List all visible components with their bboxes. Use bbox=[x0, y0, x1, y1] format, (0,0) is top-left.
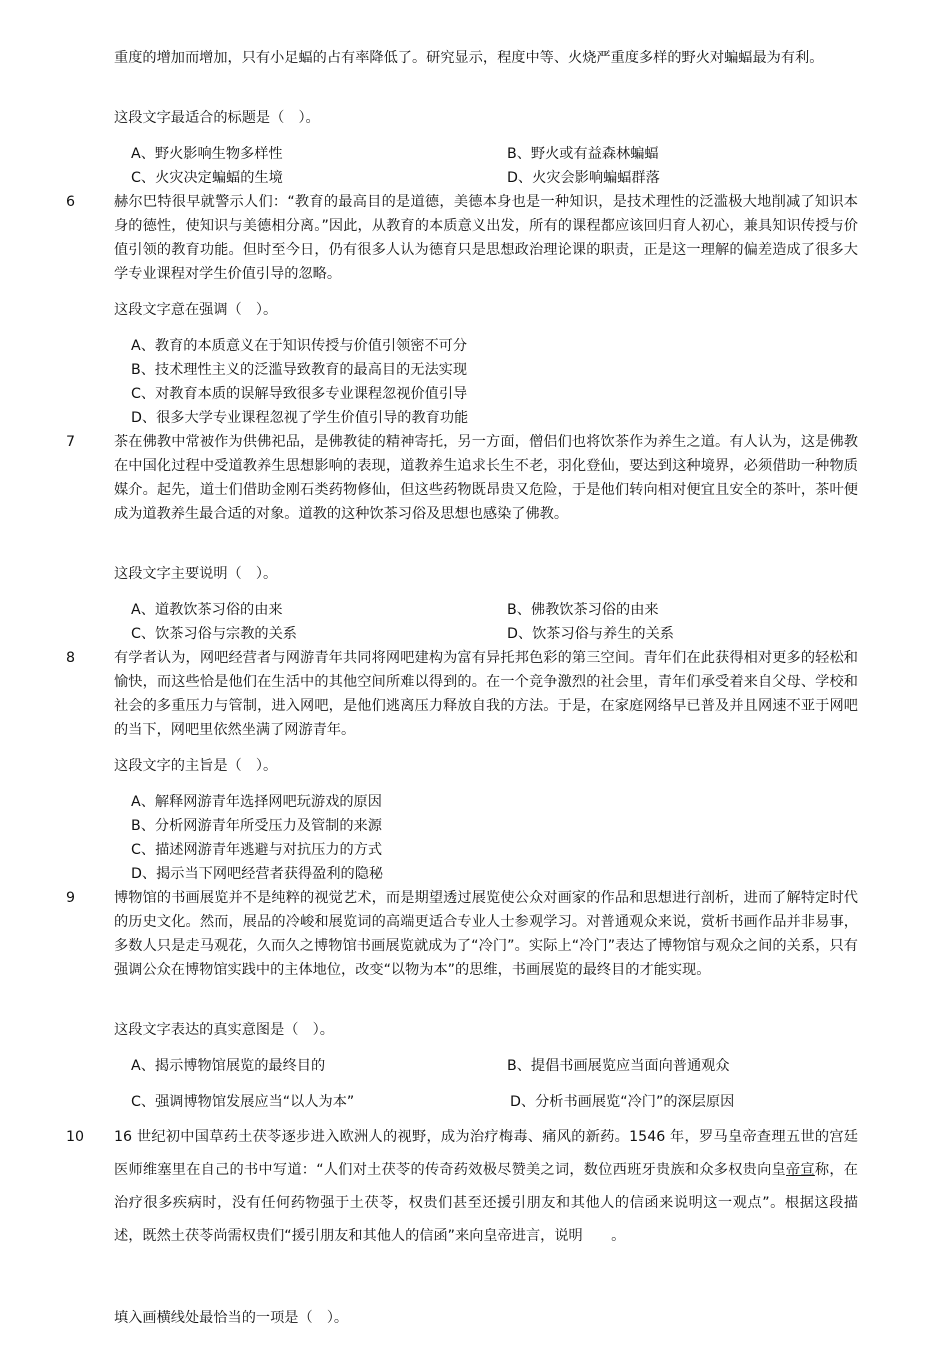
question-number-9: 9 bbox=[66, 890, 76, 906]
option-5d[interactable]: D、火灾会影响蝙蝠群落 bbox=[507, 170, 660, 186]
question-stem-8: 这段文字的主旨是（ ）。 bbox=[114, 758, 278, 774]
question-number-7: 7 bbox=[66, 434, 76, 450]
question-stem-9: 这段文字表达的真实意图是（ ）。 bbox=[114, 1022, 334, 1038]
option-6a[interactable]: A、教育的本质意义在于知识传授与价值引领密不可分 bbox=[131, 338, 468, 354]
option-9c[interactable]: C、强调博物馆发展应当“以人为本” bbox=[131, 1094, 355, 1110]
passage-10-after: 称，在治疗很多疾病时，没有任何药物强于土茯苓，权贵们甚至还援引朋友和其他人的信函来说明这一观点”。根据这段描述，既然土茯苓尚需权贵们“援引朋友和其他人的信函”来向皇帝进言，说明 。 bbox=[114, 1162, 858, 1244]
option-8c[interactable]: C、描述网游青年逃避与对抗压力的方式 bbox=[131, 842, 383, 858]
passage-9: 博物馆的书画展览并不是纯粹的视觉艺术，而是期望透过展览使公众对画家的作品和思想进行剖析，进而了解特定时代的历史文化。然而，展品的冷峻和展览词的高端更适合专业人士参观学习。对普通观众来说，赏析书画作品并非易事，多数人只是走马观花，久而久之博物馆书画展览就成为了“冷门”。实际上“冷门”表达了博物馆与观众之间的关系，只有强调公众在博物馆实践中的主体地位，改变“以物为本”的思维，书画展览的最终目的才能实现。 bbox=[114, 890, 858, 978]
option-7d[interactable]: D、饮茶习俗与养生的关系 bbox=[507, 626, 674, 642]
option-6c[interactable]: C、对教育本质的误解导致很多专业课程忽视价值引导 bbox=[131, 386, 468, 402]
passage-8: 有学者认为，网吧经营者与网游青年共同将网吧建构为富有异托邦色彩的第三空间。青年们在此获得相对更多的轻松和愉快，而这些恰是他们在生活中的其他空间所难以得到的。在一个竞争激烈的社会里，青年们承受着来自父母、学校和社会的多重压力与管制，进入网吧，是他们逃离压力释放自我的方法。于是，在家庭网络早已普及并且网速不亚于网吧的当下，网吧里依然坐满了网游青年。 bbox=[114, 650, 858, 738]
option-9a[interactable]: A、揭示博物馆展览的最终目的 bbox=[131, 1058, 326, 1074]
question-stem-7: 这段文字主要说明（ ）。 bbox=[114, 566, 278, 582]
option-5b[interactable]: B、野火或有益森林蝙蝠 bbox=[507, 146, 659, 162]
option-6b[interactable]: B、技术理性主义的泛滥导致教育的最高目的无法实现 bbox=[131, 362, 468, 378]
option-9b[interactable]: B、提倡书画展览应当面向普通观众 bbox=[507, 1058, 730, 1074]
passage-10 bbox=[114, 1121, 858, 1253]
option-5a[interactable]: A、野火影响生物多样性 bbox=[131, 146, 283, 162]
option-7c[interactable]: C、饮茶习俗与宗教的关系 bbox=[131, 626, 297, 642]
question-stem-5: 这段文字最适合的标题是（ ）。 bbox=[114, 110, 320, 126]
passage-7: 茶在佛教中常被作为供佛祀品，是佛教徒的精神寄托，另一方面，僧侣们也将饮茶作为养生之道。有人认为，这是佛教在中国化过程中受道教养生思想影响的表现，道教养生追求长生不老，羽化登仙，要达到这种境界，必须借助一种物质媒介。起先，道士们借助金刚石类药物修仙，但这些药物既昂贵又危险，于是他们转向相对便宜且安全的茶叶，茶叶便成为道教养生最合适的对象。道教的这种饮茶习俗及思想也感染了佛教。 bbox=[114, 434, 858, 522]
option-8b[interactable]: B、分析网游青年所受压力及管制的来源 bbox=[131, 818, 382, 834]
passage-continued: 重度的增加而增加，只有小足蝠的占有率降低了。研究显示，程度中等、火烧严重度多样的野火对蝙蝠最为有利。 bbox=[114, 50, 824, 66]
option-8a[interactable]: A、解释网游青年选择网吧玩游戏的原因 bbox=[131, 794, 382, 810]
question-stem-10: 填入画横线处最恰当的一项是（ ）。 bbox=[114, 1310, 349, 1326]
question-number-10: 10 bbox=[66, 1129, 85, 1145]
question-stem-6: 这段文字意在强调（ ）。 bbox=[114, 302, 278, 318]
option-6d[interactable]: D、很多大学专业课程忽视了学生价值引导的教育功能 bbox=[131, 410, 469, 426]
passage-10-underlined: 帝宣 bbox=[786, 1162, 815, 1178]
passage-6: 赫尔巴特很早就警示人们：“教育的最高目的是道德，美德本身也是一种知识，是技术理性的泛滥极大地削减了知识本身的德性，使知识与美德相分离。”因此，从教育的本质意义出发，所有的课程都应该回归育人初心，兼具知识传授与价值引领的教育功能。但时至今日，仍有很多人认为德育只是思想政治理论课的职责，正是这一理解的偏差造成了很多大学专业课程对学生价值引导的忽略。 bbox=[114, 194, 858, 282]
question-number-6: 6 bbox=[66, 194, 76, 210]
passage-10-before: 16 世纪初中国草药土茯苓逐步进入欧洲人的视野，成为治疗梅毒、痛风的新药。1546 年，罗马皇帝查理五世的宫廷医师维塞里在自己的书中写道：“人们对土茯苓的传奇药效极尽赞美之词，数位西班牙贵族和众多权贵向皇 bbox=[114, 1129, 858, 1178]
option-8d[interactable]: D、揭示当下网吧经营者获得盈利的隐秘 bbox=[131, 866, 384, 882]
option-7b[interactable]: B、佛教饮茶习俗的由来 bbox=[507, 602, 659, 618]
option-9d[interactable]: D、分析书画展览“冷门”的深层原因 bbox=[510, 1094, 735, 1110]
question-number-8: 8 bbox=[66, 650, 76, 666]
option-5c[interactable]: C、火灾决定蝙蝠的生境 bbox=[131, 170, 283, 186]
option-7a[interactable]: A、道教饮茶习俗的由来 bbox=[131, 602, 283, 618]
